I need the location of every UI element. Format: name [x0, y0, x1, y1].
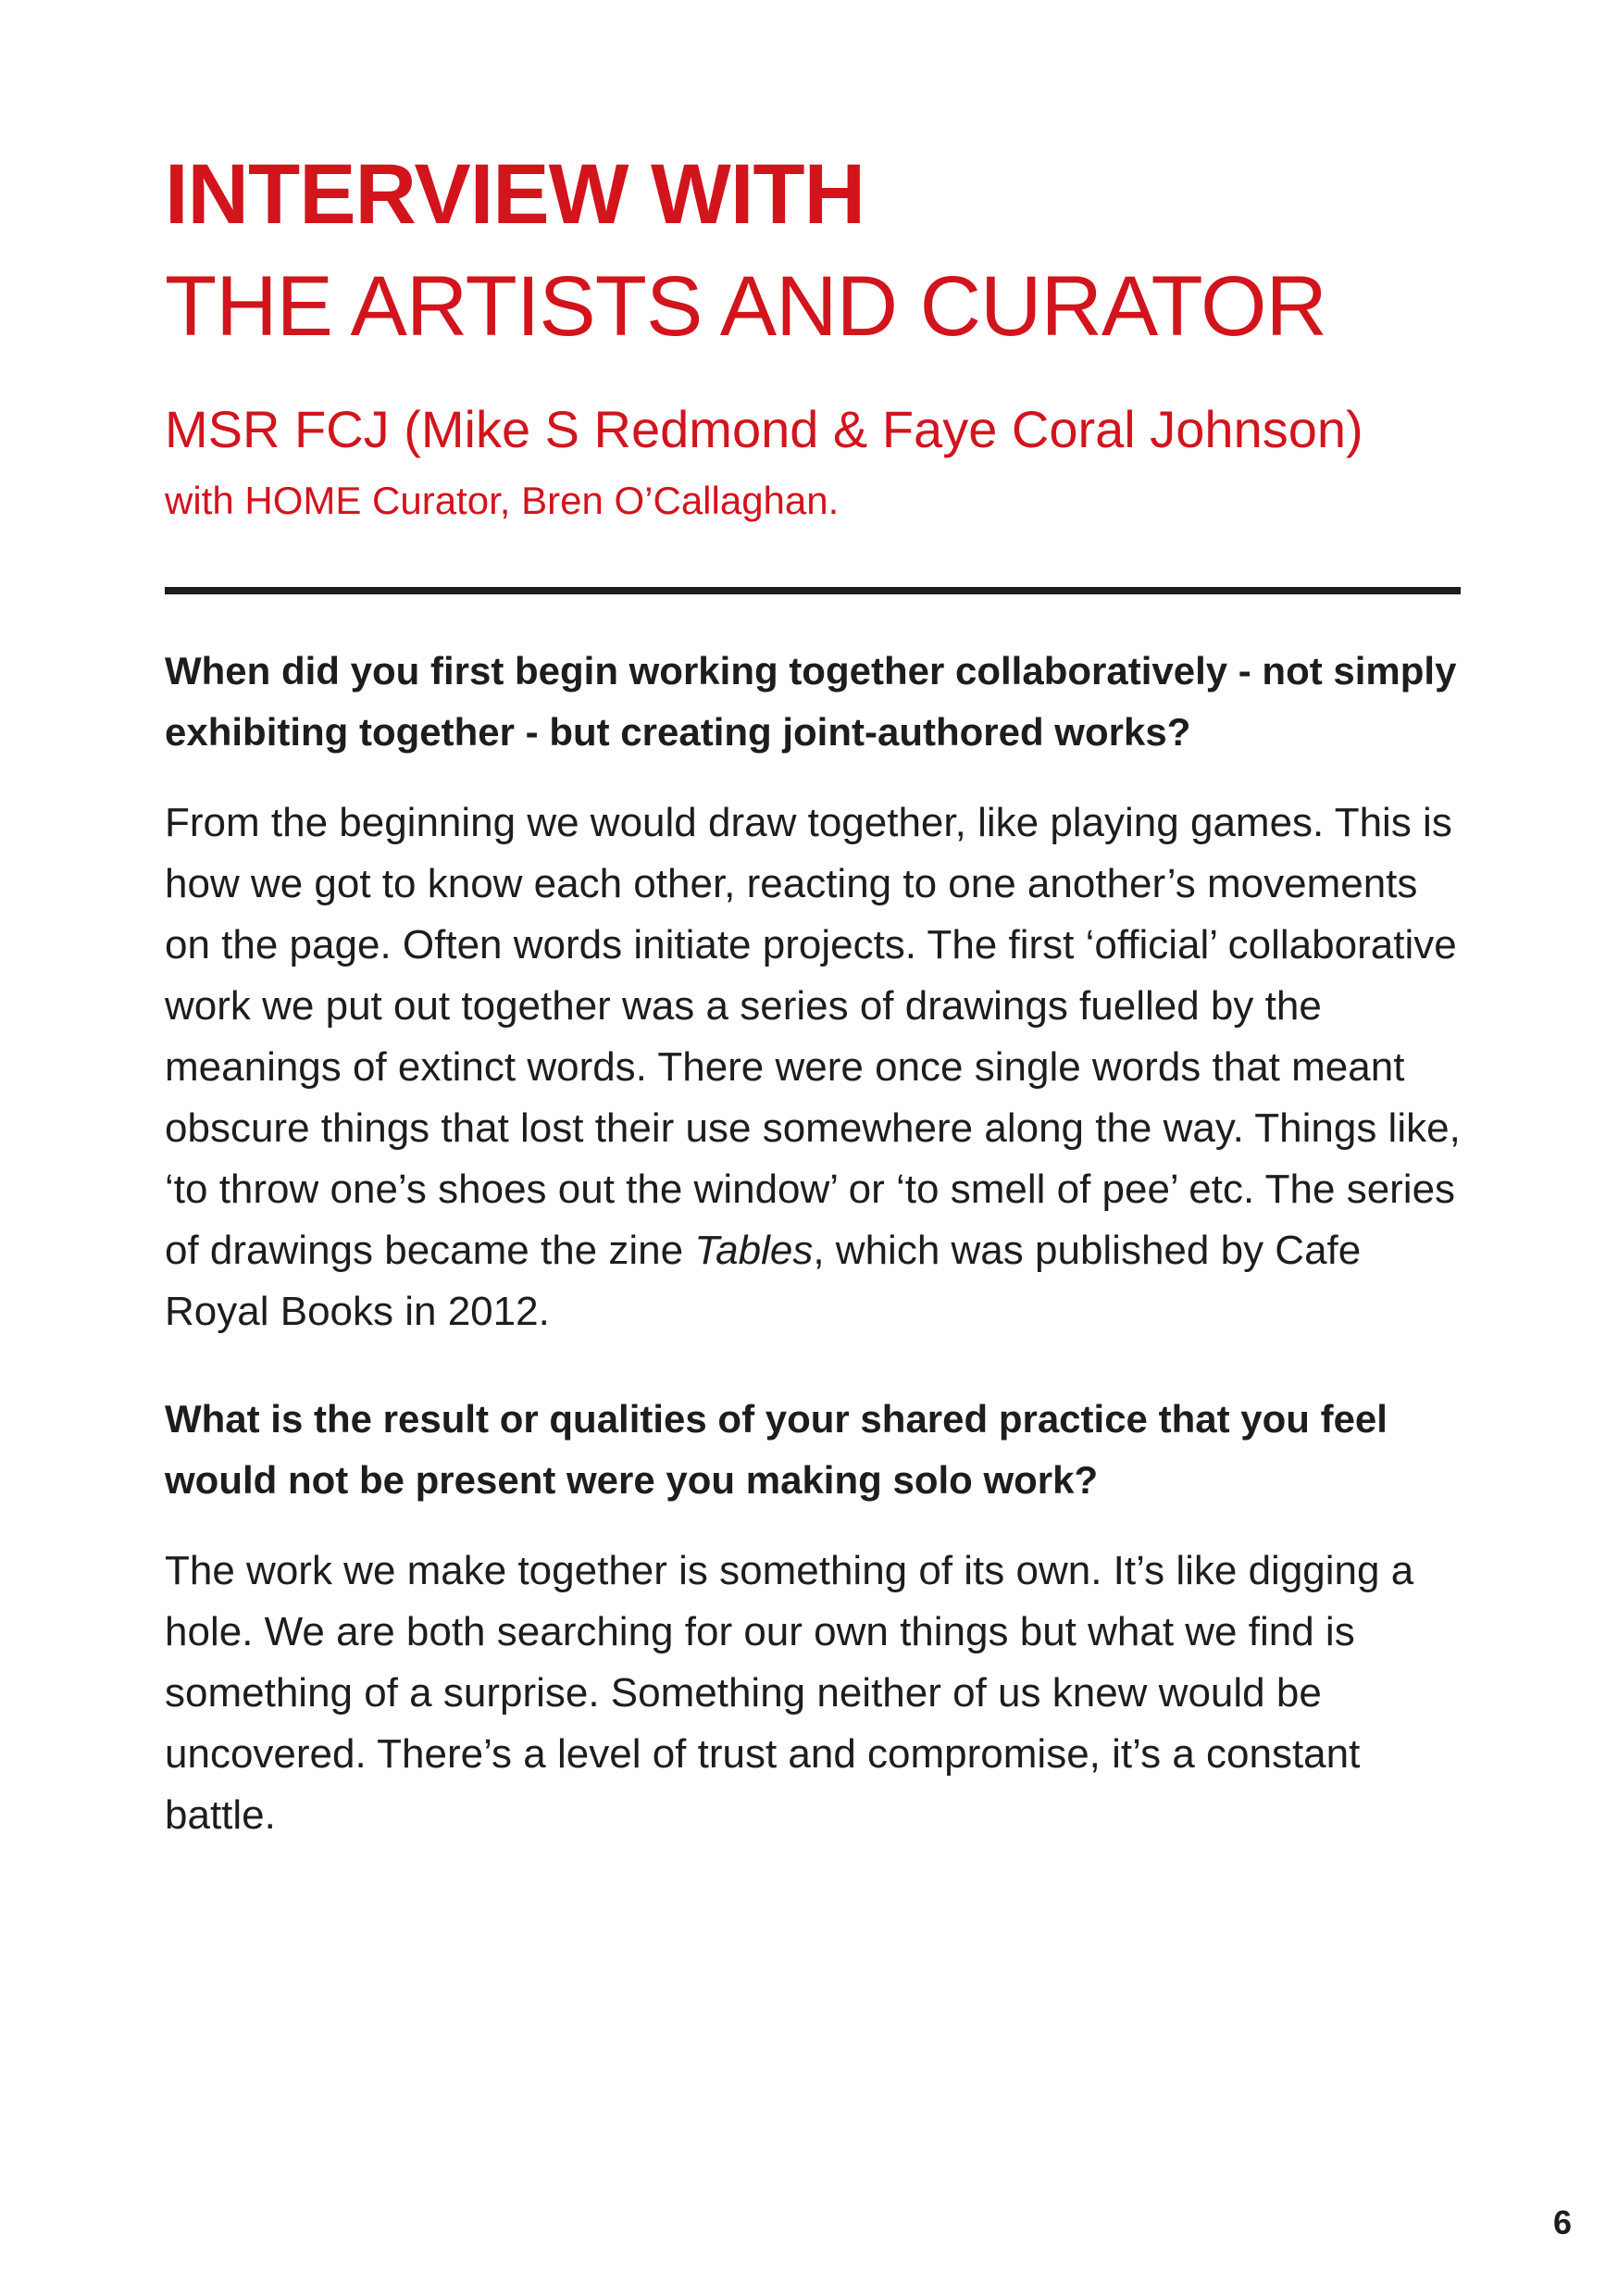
section-divider	[165, 587, 1461, 594]
page-number: 6	[1552, 2203, 1572, 2241]
question-1: When did you first begin working together collaboratively - not simply exhibiting together - but creating joint-authored works?	[165, 648, 1457, 754]
answer-1	[165, 792, 1461, 1342]
answer-2: The work we make together is something of its own. It’s like digging a hole. We are both searching for our own things but what we find is something of a surprise. Something neither of us knew would be uncovered. There’s a level of trust and compromise, it’s a constant battle.	[165, 1547, 1414, 1838]
document-page	[165, 148, 1461, 1846]
title-line-2: THE ARTISTS AND CURATOR	[165, 259, 1326, 355]
answer-1-zine-title: Tables	[694, 1227, 814, 1273]
answer-1-text-end: , which was published by Cafe Royal Books in 2012.	[165, 1227, 1362, 1334]
title-line-1: INTERVIEW WITH	[165, 147, 865, 242]
subtitle-artists: MSR FCJ (Mike S Redmond & Faye Coral Johnson)	[165, 400, 1363, 459]
answer-1-text-start: From the beginning we would draw together, like playing games. This is how we got to know each other, reacting to one another’s movements on the page. Often words initiate projects. The first ‘official’ collaborative work we put out together was a series of drawings fuelled by the meanings of extinct words. There were once single words that meant obscure things that lost their use somewhere along the way. Things like, ‘to throw one’s shoes out the window’ or ‘to smell of pee’ etc. The series of drawings became the zine	[165, 799, 1461, 1273]
question-2: What is the result or qualities of your shared practice that you feel would not be present were you making solo work?	[165, 1396, 1388, 1502]
subtitle-curator: with HOME Curator, Bren O’Callaghan.	[165, 478, 840, 522]
